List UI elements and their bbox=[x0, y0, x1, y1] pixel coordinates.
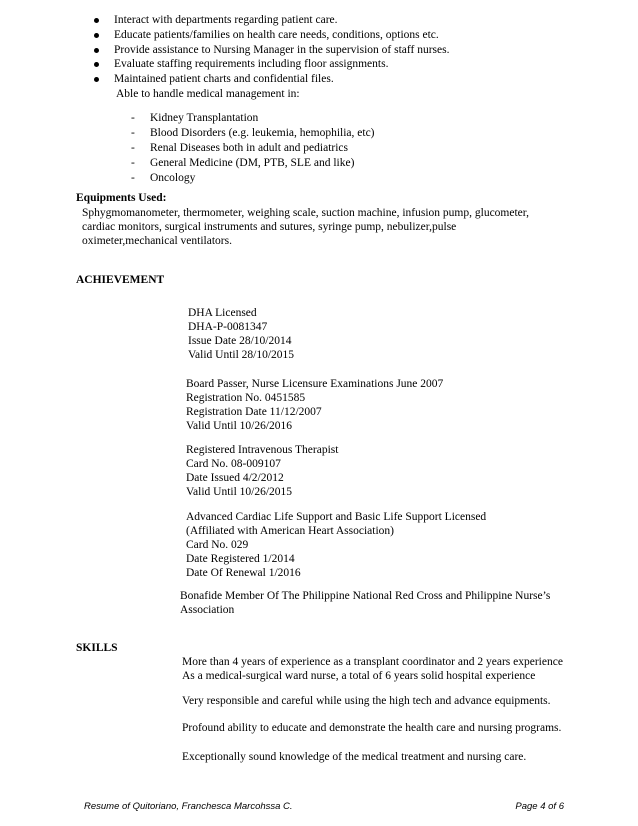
dha-license-block bbox=[188, 306, 294, 362]
bullet-icon bbox=[94, 77, 99, 82]
membership-line: Bonafide Member Of The Philippine National Red Cross and Philippine Nurse’s bbox=[180, 590, 551, 602]
equipment-text bbox=[82, 206, 529, 248]
red-cross-block bbox=[180, 589, 550, 617]
dash-icon: - bbox=[131, 142, 135, 154]
license-line: Date Issued 4/2/2012 bbox=[186, 472, 284, 484]
license-line: DHA-P-0081347 bbox=[188, 321, 268, 333]
bullet-icon bbox=[94, 18, 99, 23]
list-item bbox=[92, 43, 449, 58]
license-line: Valid Until 10/26/2015 bbox=[186, 486, 293, 498]
skill-educate: Profound ability to educate and demonstrate the health care and nursing programs. bbox=[182, 722, 562, 734]
skill-line: More than 4 years of experience as a transplant coordinator and 2 years experience bbox=[182, 656, 563, 668]
license-line: Board Passer, Nurse Licensure Examinations June 2007 bbox=[186, 378, 444, 390]
duties-list bbox=[92, 13, 449, 87]
equipment-line: Sphygmomanometer, thermometer, weighing scale, suction machine, infusion pump, glucometer, bbox=[82, 207, 530, 219]
list-item bbox=[128, 141, 375, 156]
list-item bbox=[128, 126, 375, 141]
duty-text: Interact with departments regarding patient care. bbox=[114, 14, 338, 26]
skill-responsible: Very responsible and careful while using the high tech and advance equipments. bbox=[182, 695, 551, 707]
bullet-icon bbox=[94, 62, 99, 67]
license-line: Card No. 029 bbox=[186, 539, 249, 551]
page-footer bbox=[84, 800, 564, 814]
equipment-line: cardiac monitors, surgical instruments and sutures, syringe pump, nebulizer,pulse bbox=[82, 221, 457, 233]
license-line: Registration Date 11/12/2007 bbox=[186, 406, 322, 418]
management-list bbox=[128, 111, 375, 186]
bullet-icon bbox=[94, 48, 99, 53]
management-item-text: Blood Disorders (e.g. leukemia, hemophilia, etc) bbox=[150, 127, 375, 139]
list-item bbox=[128, 171, 375, 186]
license-line: Issue Date 28/10/2014 bbox=[188, 335, 292, 347]
acls-block bbox=[186, 510, 486, 580]
dash-icon: - bbox=[131, 112, 135, 124]
list-item bbox=[128, 156, 375, 171]
license-line: Advanced Cardiac Life Support and Basic Life Support Licensed bbox=[186, 511, 487, 523]
board-passer-block bbox=[186, 377, 443, 433]
skill-line: As a medical-surgical ward nurse, a total of 6 years solid hospital experience bbox=[182, 670, 536, 682]
dash-icon: - bbox=[131, 127, 135, 139]
duty-text: Maintained patient charts and confidential files. bbox=[114, 73, 334, 86]
membership-line: Association bbox=[180, 604, 235, 616]
license-line: Valid Until 10/26/2016 bbox=[186, 420, 293, 432]
license-line: Date Registered 1/2014 bbox=[186, 553, 295, 565]
skills-heading: SKILLS bbox=[76, 642, 118, 654]
license-line: Registered Intravenous Therapist bbox=[186, 444, 339, 456]
footer-author: Resume of Quitoriano, Franchesca Marcohssa C. bbox=[84, 801, 293, 812]
list-item bbox=[92, 13, 449, 28]
dash-icon: - bbox=[131, 157, 135, 169]
license-line: Valid Until 28/10/2015 bbox=[188, 349, 295, 361]
equipment-heading: Equipments Used: bbox=[76, 192, 167, 204]
iv-therapist-block bbox=[186, 443, 338, 499]
equipment-line: oximeter,mechanical ventilators. bbox=[82, 235, 232, 247]
management-item-text: Oncology bbox=[150, 172, 196, 184]
duty-text: Evaluate staffing requirements including floor assignments. bbox=[114, 58, 389, 71]
skill-knowledge: Exceptionally sound knowledge of the medical treatment and nursing care. bbox=[182, 751, 527, 763]
management-item-text: General Medicine (DM, PTB, SLE and like) bbox=[150, 157, 355, 169]
able-text: Able to handle medical management in: bbox=[116, 88, 300, 100]
license-line: Card No. 08-009107 bbox=[186, 458, 281, 470]
duty-text: Provide assistance to Nursing Manager in the supervision of staff nurses. bbox=[114, 43, 450, 56]
license-line: (Affiliated with American Heart Association) bbox=[186, 525, 395, 537]
list-item bbox=[92, 72, 449, 87]
footer-page-number: Page 4 of 6 bbox=[515, 801, 564, 812]
bullet-icon bbox=[94, 33, 99, 38]
list-item bbox=[92, 57, 449, 72]
duty-text: Educate patients/families on health care needs, conditions, options etc. bbox=[114, 28, 439, 41]
management-item-text: Renal Diseases both in adult and pediatrics bbox=[150, 142, 349, 154]
list-item bbox=[128, 111, 375, 126]
skills-experience bbox=[182, 655, 563, 683]
license-line: Registration No. 0451585 bbox=[186, 392, 306, 404]
dash-icon: - bbox=[131, 172, 135, 184]
license-line: Date Of Renewal 1/2016 bbox=[186, 567, 301, 579]
list-item bbox=[92, 28, 449, 43]
achievement-heading: ACHIEVEMENT bbox=[76, 274, 165, 286]
management-item-text: Kidney Transplantation bbox=[150, 112, 259, 124]
license-line: DHA Licensed bbox=[188, 307, 257, 319]
